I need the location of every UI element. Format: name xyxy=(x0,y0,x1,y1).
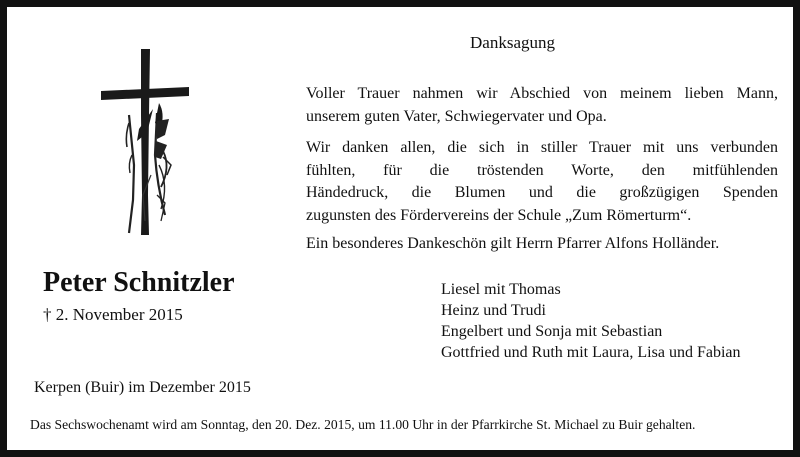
place-and-date: Kerpen (Buir) im Dezember 2015 xyxy=(34,379,251,396)
paragraph-line: Wir danken allen, die sich in stiller Trauer mit uns verbunden xyxy=(306,139,778,156)
memorial-service-note: Das Sechswochenamt wird am Sonntag, den 20. Dez. 2015, um 11.00 Uhr in der Pfarrkirche St. Michael zu Buir gehalten. xyxy=(30,417,696,432)
death-date: † 2. November 2015 xyxy=(43,305,183,324)
mourner-entry: Liesel mit Thomas xyxy=(441,281,561,298)
paragraph-line: fühlten, für die tröstenden Worte, den mitfühlenden xyxy=(306,161,778,179)
paragraph-line: Voller Trauer nahmen wir Abschied von meinem lieben Mann, xyxy=(306,85,778,102)
cross-with-wheat-icon xyxy=(99,45,191,241)
thanks-paragraph xyxy=(306,137,778,227)
mourner-entry: Gottfried und Ruth mit Laura, Lisa und Fabian xyxy=(441,344,741,361)
special-thanks-paragraph xyxy=(306,233,778,256)
notice-heading: Danksagung xyxy=(470,33,555,52)
mourner-entry: Heinz und Trudi xyxy=(441,302,546,319)
mourner-entry: Engelbert und Sonja mit Sebastian xyxy=(441,323,663,340)
paragraph-line: Ein besonderes Dankeschön gilt Herrn Pfarrer Alfons Holländer. xyxy=(306,235,720,252)
paragraph-line: zugunsten des Fördervereins der Schule „Zum Römerturm“. xyxy=(306,206,692,224)
deceased-name: Peter Schnitzler xyxy=(43,267,235,298)
paragraph-line: Händedruck, die Blumen und die großzügigen Spenden xyxy=(306,184,778,201)
farewell-paragraph xyxy=(306,83,778,128)
mourners-list xyxy=(441,279,741,363)
paragraph-line: unserem guten Vater, Schwiegervater und Opa. xyxy=(306,107,607,125)
